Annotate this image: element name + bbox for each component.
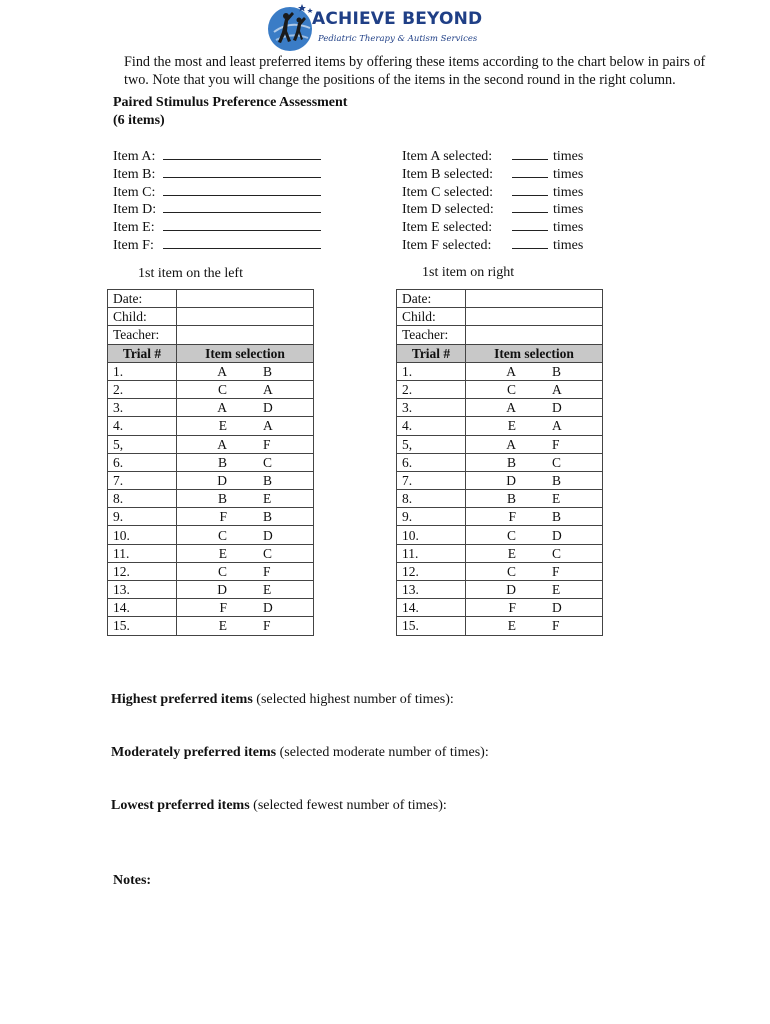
table-row — [108, 617, 314, 635]
date-input-cell[interactable] — [177, 290, 314, 308]
item-option-first[interactable]: C — [217, 382, 227, 398]
item-selection-header: Item selection — [466, 344, 603, 362]
achieve-beyond-logo — [266, 2, 496, 54]
table-row — [397, 490, 603, 508]
item-name-field — [113, 147, 321, 165]
item-option-second[interactable]: D — [263, 400, 273, 416]
table-row — [108, 544, 314, 562]
item-option-first[interactable]: B — [506, 491, 516, 507]
item-option-second[interactable]: E — [263, 491, 272, 507]
trial-number: 11. — [108, 544, 177, 562]
item-pair — [466, 399, 602, 416]
logo-emblem-icon — [266, 2, 318, 54]
item-pair — [177, 472, 313, 489]
highest-preferred-note: (selected highest number of times): — [252, 692, 454, 707]
moderate-preferred-note: (selected moderate number of times): — [276, 745, 489, 760]
item-selection-header: Item selection — [177, 344, 314, 362]
item-selection-cell — [177, 562, 314, 580]
table-row — [397, 562, 603, 580]
item-option-second[interactable]: D — [552, 527, 562, 543]
item-pair — [466, 454, 602, 471]
item-selection-cell — [177, 581, 314, 599]
item-selection-cell — [177, 471, 314, 489]
trial-number: 14. — [397, 599, 466, 617]
table-row — [108, 380, 314, 398]
item-count-blank[interactable] — [512, 200, 548, 213]
moderate-preferred-label: Moderately preferred items — [111, 745, 277, 760]
item-option-second[interactable]: B — [263, 363, 273, 379]
item-option-first[interactable]: B — [506, 454, 516, 470]
item-count-label: Item B selected: — [402, 166, 493, 182]
table-row — [397, 362, 603, 380]
item-option-second[interactable]: E — [263, 582, 272, 598]
item-pair — [466, 417, 602, 434]
item-option-second[interactable]: A — [552, 382, 562, 398]
table-row — [397, 471, 603, 489]
item-selection-cell — [177, 544, 314, 562]
item-count-label: Item D selected: — [402, 202, 494, 218]
item-option-second[interactable]: A — [552, 418, 562, 434]
table-row — [397, 526, 603, 544]
trial-number: 12. — [108, 562, 177, 580]
table-row — [397, 453, 603, 471]
item-name-field — [113, 183, 321, 201]
item-count-unit: times — [553, 184, 584, 200]
logo-subtitle: Pediatric Therapy & Autism Services — [318, 34, 478, 44]
item-name-label: Item E: — [113, 220, 155, 236]
item-option-second[interactable]: F — [263, 563, 271, 579]
item-pair — [466, 581, 602, 598]
item-option-first[interactable]: F — [508, 600, 516, 616]
item-pair — [177, 545, 313, 562]
item-option-second[interactable]: F — [552, 563, 560, 579]
item-option-second[interactable]: C — [263, 454, 273, 470]
table-row — [108, 562, 314, 580]
item-option-second[interactable]: D — [263, 600, 273, 616]
trial-number: 10. — [397, 526, 466, 544]
item-count-blank[interactable] — [512, 147, 548, 160]
item-option-second[interactable]: E — [552, 582, 561, 598]
item-option-first[interactable]: A — [217, 400, 227, 416]
highest-preferred-label: Highest preferred items — [111, 692, 253, 707]
item-name-blank[interactable] — [163, 218, 321, 231]
item-name-blank[interactable] — [163, 165, 321, 178]
table-row — [397, 599, 603, 617]
item-pair — [177, 363, 313, 380]
item-option-first[interactable]: F — [219, 600, 227, 616]
item-option-first[interactable]: B — [217, 491, 227, 507]
lowest-preferred-line — [111, 798, 447, 814]
trial-number: 12. — [397, 562, 466, 580]
item-option-first[interactable]: A — [506, 436, 516, 452]
item-name-label: Item D: — [113, 202, 157, 218]
table-row — [108, 526, 314, 544]
item-selection-cell — [466, 544, 603, 562]
item-option-first[interactable]: E — [218, 545, 227, 561]
form-title — [113, 94, 347, 130]
item-option-first[interactable]: E — [507, 618, 516, 634]
table-row — [397, 544, 603, 562]
item-selection-cell — [466, 508, 603, 526]
item-selection-cell — [466, 562, 603, 580]
item-pair — [466, 472, 602, 489]
child-label: Child: — [108, 308, 177, 326]
item-pair — [466, 563, 602, 580]
trial-number: 13. — [108, 581, 177, 599]
table-info-row-date — [397, 290, 603, 308]
instructions — [124, 53, 764, 89]
item-option-second[interactable]: A — [263, 418, 273, 434]
item-option-second[interactable]: B — [552, 363, 562, 379]
item-option-second[interactable]: F — [263, 618, 271, 634]
item-option-first[interactable]: A — [217, 363, 227, 379]
trial-number: 13. — [397, 581, 466, 599]
table-info-row-teacher — [108, 326, 314, 344]
item-option-first[interactable]: C — [506, 527, 516, 543]
item-pair — [466, 617, 602, 634]
item-name-field — [113, 165, 321, 183]
table-row — [108, 471, 314, 489]
trial-number: 6. — [397, 453, 466, 471]
item-option-second[interactable]: D — [552, 400, 562, 416]
table-row — [108, 453, 314, 471]
item-count-field — [402, 183, 583, 201]
item-name-field — [113, 236, 321, 254]
item-pair — [177, 490, 313, 507]
table-row — [397, 581, 603, 599]
highest-preferred-line — [111, 692, 454, 708]
table-row — [397, 508, 603, 526]
item-selection-cell — [177, 599, 314, 617]
item-selection-cell — [177, 399, 314, 417]
item-pair — [466, 527, 602, 544]
item-selection-cell — [466, 617, 603, 635]
item-pair — [177, 436, 313, 453]
item-pair — [466, 381, 602, 398]
item-count-unit: times — [553, 220, 584, 236]
item-selection-cell — [177, 453, 314, 471]
item-option-second[interactable]: D — [263, 527, 273, 543]
item-count-unit: times — [553, 166, 584, 182]
item-count-unit: times — [553, 238, 584, 253]
item-pair — [466, 490, 602, 507]
item-count-blank[interactable] — [512, 165, 548, 178]
item-option-first[interactable]: F — [508, 509, 516, 525]
item-selection-cell — [466, 490, 603, 508]
trial-number: 3. — [108, 399, 177, 417]
table-info-row-child — [108, 308, 314, 326]
item-count-unit: times — [553, 202, 584, 218]
table-row — [108, 581, 314, 599]
item-pair — [177, 399, 313, 416]
item-count-label: Item F selected: — [402, 238, 492, 253]
item-selection-cell — [466, 599, 603, 617]
lowest-preferred-label: Lowest preferred items — [111, 798, 250, 813]
item-count-field — [402, 165, 583, 183]
trial-number: 5, — [108, 435, 177, 453]
item-pair — [177, 581, 313, 598]
item-pair — [177, 563, 313, 580]
child-input-cell[interactable] — [177, 308, 314, 326]
form-title-line-2: (6 items) — [113, 113, 165, 128]
item-selection-cell — [177, 362, 314, 380]
item-name-blank[interactable] — [163, 200, 321, 213]
item-selection-cell — [466, 526, 603, 544]
date-input-cell[interactable] — [466, 290, 603, 308]
item-selection-cell — [466, 471, 603, 489]
item-name-label: Item A: — [113, 149, 156, 164]
trial-number: 8. — [108, 490, 177, 508]
instructions-line-2: two. Note that you will change the positions of the items in the second round in the right column. — [124, 72, 676, 88]
item-pair — [177, 508, 313, 525]
table-info-row-date — [108, 290, 314, 308]
item-pair — [177, 417, 313, 434]
item-option-second[interactable]: B — [552, 472, 562, 488]
item-option-first[interactable]: A — [506, 363, 516, 379]
item-pair — [466, 363, 602, 380]
item-selection-cell — [466, 399, 603, 417]
trial-number-header: Trial # — [108, 344, 177, 362]
item-name-field — [113, 200, 321, 218]
item-name-label: Item F: — [113, 238, 154, 253]
teacher-input-cell[interactable] — [466, 326, 603, 344]
item-option-second[interactable]: C — [552, 454, 562, 470]
table-info-row-child — [397, 308, 603, 326]
trial-number: 8. — [397, 490, 466, 508]
item-count-field — [402, 218, 583, 236]
item-selection-cell — [466, 453, 603, 471]
item-option-second[interactable]: F — [552, 436, 560, 452]
item-option-second[interactable]: E — [552, 491, 561, 507]
trial-number: 2. — [397, 380, 466, 398]
trial-number: 1. — [108, 362, 177, 380]
table-row — [397, 380, 603, 398]
item-count-field — [402, 236, 583, 254]
table-row — [108, 399, 314, 417]
item-option-first[interactable]: B — [217, 454, 227, 470]
item-option-first[interactable]: D — [217, 582, 227, 598]
trial-table-left — [107, 289, 314, 636]
trial-number: 15. — [397, 617, 466, 635]
item-option-first[interactable]: C — [506, 563, 516, 579]
trial-table-right — [396, 289, 603, 636]
trial-number: 7. — [108, 471, 177, 489]
item-option-first[interactable]: D — [217, 472, 227, 488]
item-option-first[interactable]: C — [217, 563, 227, 579]
table-info-row-teacher — [397, 326, 603, 344]
teacher-label: Teacher: — [397, 326, 466, 344]
table-header-row — [397, 344, 603, 362]
item-count-blank[interactable] — [512, 236, 548, 249]
item-selection-cell — [177, 526, 314, 544]
item-selection-cell — [466, 435, 603, 453]
item-option-second[interactable]: F — [552, 618, 560, 634]
teacher-label: Teacher: — [108, 326, 177, 344]
trial-number: 9. — [397, 508, 466, 526]
item-pair — [466, 436, 602, 453]
item-pair — [177, 527, 313, 544]
item-option-first[interactable]: E — [507, 418, 516, 434]
trial-number: 4. — [108, 417, 177, 435]
date-label: Date: — [108, 290, 177, 308]
table-row — [108, 362, 314, 380]
item-name-blank[interactable] — [163, 183, 321, 196]
item-option-first[interactable]: D — [506, 582, 516, 598]
item-option-second[interactable]: B — [263, 509, 273, 525]
item-name-label: Item C: — [113, 184, 156, 200]
item-option-first[interactable]: E — [218, 618, 227, 634]
item-name-blank[interactable] — [163, 147, 321, 160]
item-pair — [466, 545, 602, 562]
item-pair — [177, 599, 313, 616]
item-count-unit: times — [553, 149, 584, 164]
item-selection-cell — [466, 581, 603, 599]
notes-label: Notes: — [113, 873, 152, 888]
left-column-caption: 1st item on the left — [138, 266, 243, 281]
item-count-blank[interactable] — [512, 183, 548, 196]
item-option-first[interactable]: F — [219, 509, 227, 525]
table-row — [397, 399, 603, 417]
item-selection-cell — [466, 380, 603, 398]
item-option-first[interactable]: E — [507, 545, 516, 561]
item-option-second[interactable]: A — [263, 382, 273, 398]
item-pair — [177, 617, 313, 634]
trial-number: 4. — [397, 417, 466, 435]
item-option-second[interactable]: B — [552, 509, 562, 525]
table-row — [108, 417, 314, 435]
trial-number: 2. — [108, 380, 177, 398]
item-option-first[interactable]: E — [218, 418, 227, 434]
teacher-input-cell[interactable] — [177, 326, 314, 344]
item-count-blank[interactable] — [512, 218, 548, 231]
item-pair — [177, 454, 313, 471]
table-row — [108, 490, 314, 508]
child-input-cell[interactable] — [466, 308, 603, 326]
right-column-caption: 1st item on right — [422, 265, 515, 280]
item-count-field — [402, 147, 583, 165]
item-count-field — [402, 200, 583, 218]
item-option-first[interactable]: C — [506, 382, 516, 398]
table-row — [397, 417, 603, 435]
item-selection-cell — [177, 417, 314, 435]
item-pair — [466, 599, 602, 616]
item-selection-cell — [177, 617, 314, 635]
item-option-second[interactable]: F — [263, 436, 271, 452]
child-label: Child: — [397, 308, 466, 326]
item-option-second[interactable]: B — [263, 472, 273, 488]
item-option-first[interactable]: A — [217, 436, 227, 452]
item-count-label: Item C selected: — [402, 184, 493, 200]
moderate-preferred-line — [111, 745, 489, 761]
table-header-row — [108, 344, 314, 362]
trial-number: 10. — [108, 526, 177, 544]
trial-number: 3. — [397, 399, 466, 417]
item-count-label: Item A selected: — [402, 149, 493, 164]
trial-number: 5, — [397, 435, 466, 453]
logo-title: ACHIEVE BEYOND — [312, 9, 483, 29]
item-count-label: Item E selected: — [402, 220, 493, 236]
trial-number: 11. — [397, 544, 466, 562]
trial-number: 14. — [108, 599, 177, 617]
item-selection-cell — [177, 380, 314, 398]
item-option-second[interactable]: C — [552, 545, 562, 561]
table-row — [108, 599, 314, 617]
table-row — [108, 508, 314, 526]
trial-number-header: Trial # — [397, 344, 466, 362]
item-pair — [177, 381, 313, 398]
item-option-first[interactable]: D — [506, 472, 516, 488]
trial-number: 6. — [108, 453, 177, 471]
trial-number: 15. — [108, 617, 177, 635]
table-row — [108, 435, 314, 453]
trial-number: 1. — [397, 362, 466, 380]
item-selection-cell — [177, 508, 314, 526]
form-title-line-1: Paired Stimulus Preference Assessment — [113, 95, 348, 110]
table-row — [397, 435, 603, 453]
item-option-first[interactable]: A — [506, 400, 516, 416]
item-option-first[interactable]: C — [217, 527, 227, 543]
item-selection-cell — [466, 417, 603, 435]
item-option-second[interactable]: D — [552, 600, 562, 616]
item-pair — [466, 508, 602, 525]
item-option-second[interactable]: C — [263, 545, 273, 561]
lowest-preferred-note: (selected fewest number of times): — [249, 798, 447, 813]
item-name-blank[interactable] — [163, 236, 321, 249]
trial-number: 9. — [108, 508, 177, 526]
item-selection-cell — [466, 362, 603, 380]
trial-number: 7. — [397, 471, 466, 489]
item-selection-cell — [177, 490, 314, 508]
item-name-label: Item B: — [113, 166, 156, 182]
table-row — [397, 617, 603, 635]
item-selection-cell — [177, 435, 314, 453]
item-name-field — [113, 218, 321, 236]
date-label: Date: — [397, 290, 466, 308]
instructions-line-1: Find the most and least preferred items by offering these items according to the chart below in pairs of — [124, 54, 706, 70]
